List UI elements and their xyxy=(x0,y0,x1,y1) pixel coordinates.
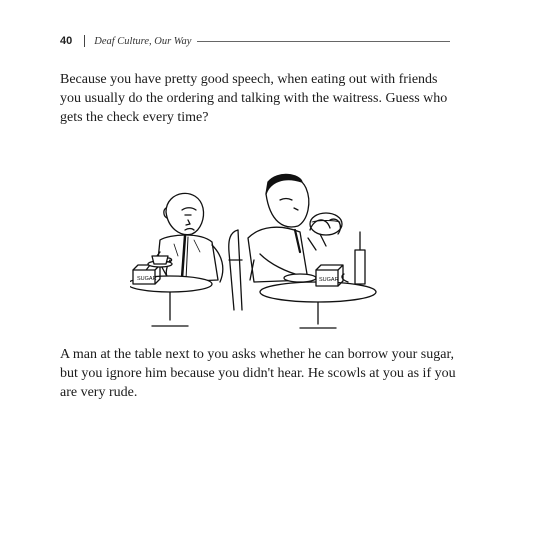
running-title: Deaf Culture, Our Way xyxy=(94,35,192,47)
paragraph-sugar: A man at the table next to you asks whether he can borrow your sugar, but you ignore him because you didn't hear. He scowls at you as if you are very rude. xyxy=(60,347,456,400)
sugar-label-left: SUGAR xyxy=(137,276,157,282)
page-number: 40 xyxy=(60,35,73,47)
eating-man-figure xyxy=(248,174,342,282)
scowling-man-figure xyxy=(140,193,223,282)
header-rule xyxy=(197,41,450,42)
cartoon-illustration xyxy=(130,160,380,330)
running-header xyxy=(60,33,450,49)
chair xyxy=(229,230,242,310)
paragraph-ordering: Because you have pretty good speech, when eating out with friends you usually do the ordering and talking with the waitress. Guess who gets the check every time? xyxy=(60,72,448,125)
header-separator xyxy=(84,35,85,47)
sugar-label-right: SUGAR xyxy=(319,277,339,283)
